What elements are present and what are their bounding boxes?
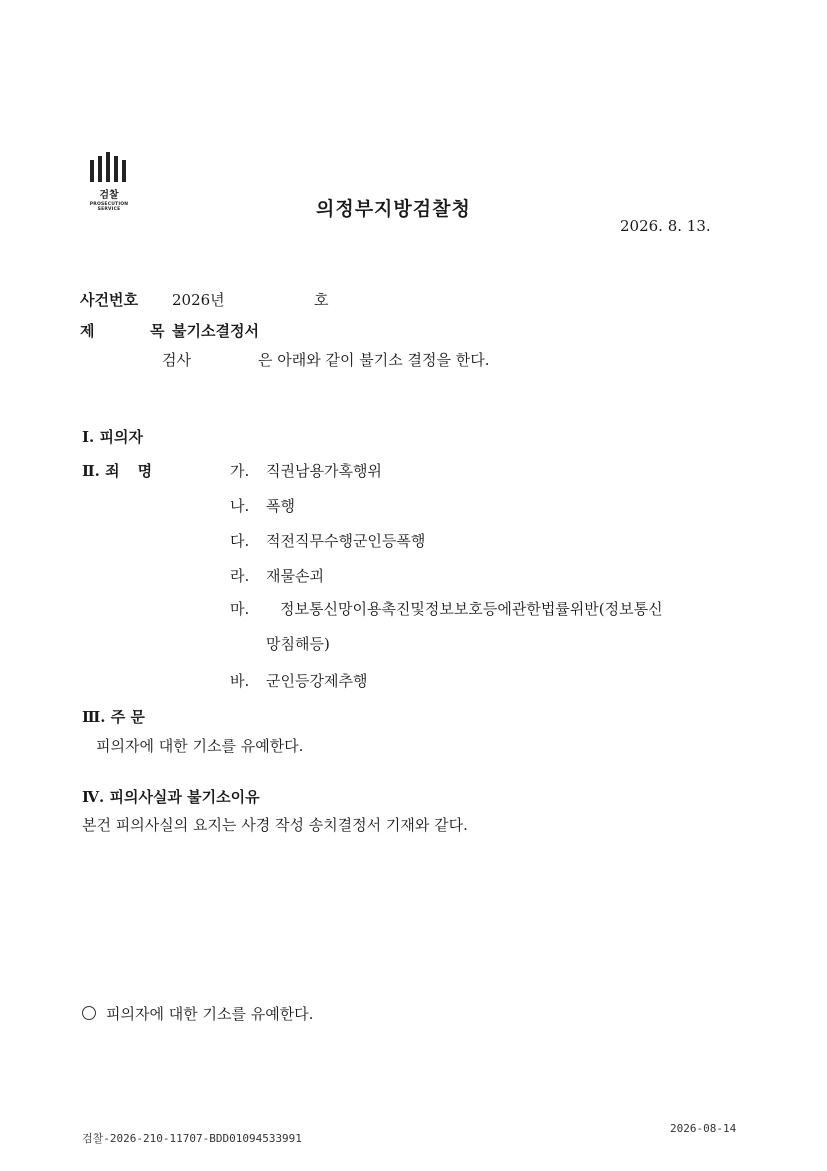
subject-label-part2: 목 bbox=[150, 322, 165, 340]
charge-text: 정보통신망이용촉진및정보보호등에관한법률위반(정보통신 bbox=[280, 600, 663, 618]
reasons-heading: Ⅳ. 피의사실과 불기소이유 bbox=[82, 788, 260, 806]
charge-item bbox=[230, 530, 425, 551]
conclusion-text: 피의자에 대한 기소를 유예한다. bbox=[106, 1005, 314, 1023]
charge-marker: 다. bbox=[230, 532, 250, 550]
charges-heading bbox=[82, 460, 152, 481]
reasons-text: 본건 피의사실의 요지는 사경 작성 송치결정서 기재와 같다. bbox=[82, 816, 468, 834]
charge-text: 직권남용가혹행위 bbox=[266, 462, 382, 480]
charge-item bbox=[230, 598, 663, 619]
logo-text: 검찰 bbox=[99, 190, 119, 201]
office-title: 의정부지방검찰청 bbox=[316, 198, 471, 220]
charge-text: 군인등강제추행 bbox=[266, 672, 368, 690]
logo-bars-icon bbox=[90, 152, 126, 182]
charge-marker: 라. bbox=[230, 567, 250, 585]
print-date: 2026-08-14 bbox=[670, 1122, 737, 1135]
charge-text-continuation: 망침해등) bbox=[266, 635, 330, 653]
prosecutor-label: 검사 bbox=[162, 351, 191, 369]
prosecutor-statement: 은 아래와 같이 불기소 결정을 한다. bbox=[258, 351, 490, 369]
document-date: 2026. 8. 13. bbox=[620, 217, 711, 235]
logo-subtext: PROSECUTION SERVICE bbox=[89, 202, 129, 212]
circle-bullet-icon bbox=[82, 1006, 96, 1020]
case-number-label: 사건번호 bbox=[80, 291, 138, 309]
charge-item bbox=[230, 670, 367, 691]
case-year: 2026년 bbox=[172, 291, 225, 309]
order-heading: Ⅲ. 주 문 bbox=[82, 708, 145, 726]
case-number-suffix: 호 bbox=[314, 291, 329, 309]
charge-marker: 가. bbox=[230, 462, 250, 480]
charge-item bbox=[230, 460, 382, 481]
subject-label bbox=[80, 320, 165, 341]
charge-marker: 마. bbox=[230, 600, 250, 618]
charge-text: 재물손괴 bbox=[266, 567, 324, 585]
subject-value: 불기소결정서 bbox=[172, 322, 259, 340]
subject-label-part1: 제 bbox=[80, 322, 95, 340]
charges-heading-num: Ⅱ. 죄 bbox=[82, 462, 120, 480]
conclusion-line bbox=[82, 1003, 313, 1024]
prosecution-logo bbox=[78, 152, 140, 214]
charges-heading-word: 명 bbox=[137, 462, 153, 480]
charge-text: 폭행 bbox=[266, 497, 295, 515]
document-id: 검찰-2026-210-11707-BDD01094533991 bbox=[82, 1132, 302, 1145]
order-text: 피의자에 대한 기소를 유예한다. bbox=[96, 737, 304, 755]
charge-marker: 나. bbox=[230, 497, 250, 515]
suspect-heading: Ⅰ. 피의자 bbox=[82, 428, 143, 446]
charge-marker: 바. bbox=[230, 672, 250, 690]
charge-item bbox=[230, 495, 295, 516]
charge-text: 적전직무수행군인등폭행 bbox=[266, 532, 426, 550]
charge-item bbox=[230, 565, 324, 586]
